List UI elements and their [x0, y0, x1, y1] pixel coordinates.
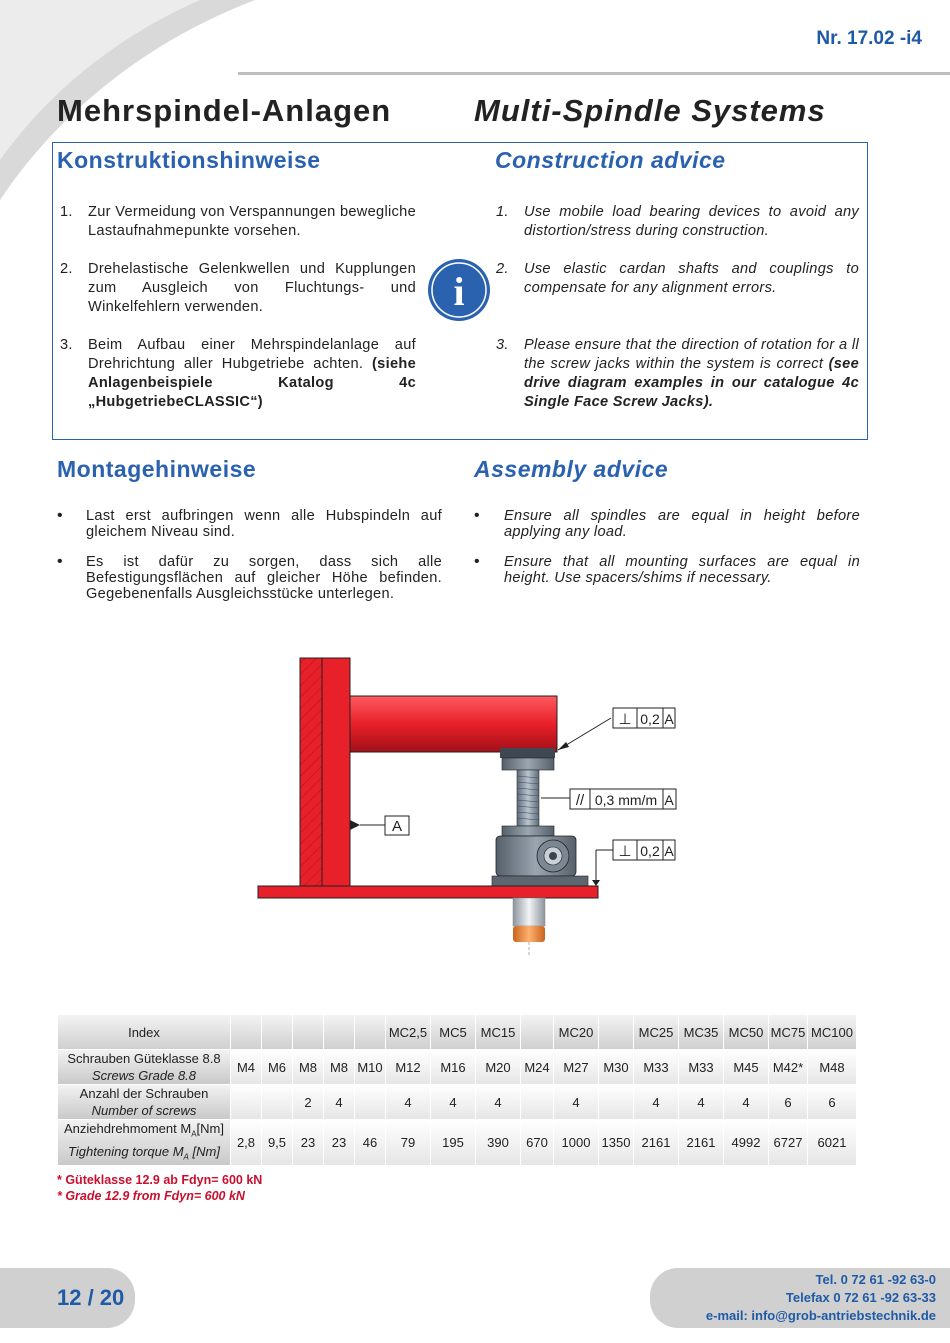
table-cell: 390 — [476, 1120, 520, 1165]
table-cell: 4 — [554, 1085, 598, 1119]
table-cell: 4 — [634, 1085, 678, 1119]
svg-text:0,2: 0,2 — [640, 843, 660, 859]
table-cell: M27 — [554, 1050, 598, 1084]
table-cell: 1350 — [599, 1120, 633, 1165]
table-cell — [231, 1085, 261, 1119]
footnote-de: * Güteklasse 12.9 ab Fdyn= 600 kN — [57, 1173, 263, 1187]
table-cell: M42* — [769, 1050, 807, 1084]
table-cell: 4 — [476, 1085, 520, 1119]
document-number: Nr. 17.02 -i4 — [816, 28, 922, 49]
table-cell: 2161 — [634, 1120, 678, 1165]
table-cell: 4992 — [724, 1120, 768, 1165]
list-text-bold: (siehe Anlagenbeispiele Katalog 4c „HubgetriebeCLASSIC“) — [88, 356, 416, 410]
table-cell: M30 — [599, 1050, 633, 1084]
construction-heading-en: Construction advice — [495, 147, 726, 173]
table-cell: 4 — [431, 1085, 475, 1119]
table-cell: 2,8 — [231, 1120, 261, 1165]
svg-text:⊥: ⊥ — [618, 843, 632, 860]
svg-text:A: A — [664, 711, 674, 727]
table-cell: 4 — [724, 1085, 768, 1119]
table-cell: 4 — [679, 1085, 723, 1119]
list-item — [474, 554, 860, 586]
page-number: 12 / 20 — [57, 1285, 125, 1310]
page-title-de: Mehrspindel-Anlagen — [57, 93, 392, 128]
list-number: 3. — [496, 337, 509, 353]
list-number: 3. — [60, 337, 73, 353]
footnote-en: * Grade 12.9 from Fdyn= 600 kN — [57, 1189, 245, 1203]
table-cell — [599, 1015, 633, 1049]
construction-heading-de: Konstruktionshinweise — [57, 147, 321, 173]
table-cell: MC100 — [808, 1015, 856, 1049]
table-cell — [355, 1015, 385, 1049]
table-cell: 9,5 — [262, 1120, 292, 1165]
table-cell: M4 — [231, 1050, 261, 1084]
construction-list-en — [496, 203, 859, 412]
table-cell: 23 — [293, 1120, 323, 1165]
svg-text:A: A — [391, 818, 403, 835]
table-cell: M45 — [724, 1050, 768, 1084]
list-text: Ensure that all mounting surfaces are equal in height. Use spacers/shims if necessary. — [504, 554, 860, 586]
mounting-diagram — [200, 650, 700, 960]
list-text: Drehelastische Gelenkwellen und Kupplungen zum Ausgleich von Fluchtungs- und Winkelfehlern verwenden. — [88, 261, 416, 315]
bullet: • — [474, 507, 480, 524]
table-cell: M24 — [521, 1050, 553, 1084]
list-number: 1. — [60, 204, 73, 220]
table-cell — [521, 1015, 553, 1049]
table-cell — [262, 1015, 292, 1049]
page-title-en: Multi-Spindle Systems — [474, 93, 826, 128]
table-cell: MC25 — [634, 1015, 678, 1049]
table-cell: 79 — [386, 1120, 430, 1165]
table-cell: M12 — [386, 1050, 430, 1084]
list-text: Use elastic cardan shafts and couplings to compensate for any alignment errors. — [524, 261, 859, 296]
list-item — [60, 203, 416, 241]
svg-text:i: i — [453, 269, 465, 314]
table-cell: 4 — [386, 1085, 430, 1119]
list-item — [60, 260, 416, 317]
row-header-index: Index — [58, 1015, 230, 1049]
table-cell — [262, 1085, 292, 1119]
info-icon — [427, 258, 491, 322]
list-number: 2. — [60, 261, 73, 277]
table-cell: MC20 — [554, 1015, 598, 1049]
table-cell — [521, 1085, 553, 1119]
table-row-screw-count — [58, 1085, 856, 1119]
table-row-screws-grade — [58, 1050, 856, 1084]
table-cell: M16 — [431, 1050, 475, 1084]
contact-phone: Tel. 0 72 61 -92 63-0 — [815, 1272, 936, 1287]
row-header-screw-count: Anzahl der Schrauben Number of screws — [58, 1085, 230, 1119]
list-item — [474, 508, 860, 540]
contact-fax: Telefax 0 72 61 -92 63-33 — [785, 1290, 936, 1305]
list-item — [496, 260, 859, 298]
table-cell: MC75 — [769, 1015, 807, 1049]
screw-torque-table — [57, 1014, 857, 1166]
svg-text:0,2: 0,2 — [640, 711, 660, 727]
contact-email[interactable]: e-mail: info@grob-antriebstechnik.de — [705, 1308, 936, 1323]
table-cell: MC2,5 — [386, 1015, 430, 1049]
assembly-list-en — [474, 508, 860, 586]
list-item — [496, 203, 859, 241]
header-rule — [238, 72, 950, 75]
table-cell: M20 — [476, 1050, 520, 1084]
svg-text:⊥: ⊥ — [618, 711, 632, 728]
table-cell: M48 — [808, 1050, 856, 1084]
list-text: Ensure all spindles are equal in height before applying any load. — [504, 508, 860, 540]
table-row-index — [58, 1015, 856, 1049]
list-text: Zur Vermeidung von Verspannungen bewegliche Lastaufnahmepunkte vorsehen. — [88, 204, 416, 239]
list-item — [57, 554, 442, 602]
table-cell: MC50 — [724, 1015, 768, 1049]
table-cell — [293, 1015, 323, 1049]
list-number: 1. — [496, 204, 509, 220]
table-cell: 4 — [324, 1085, 354, 1119]
table-cell: M33 — [679, 1050, 723, 1084]
list-text: Es ist dafür zu sorgen, dass sich alle Befestigungsflächen auf gleicher Höhe befinden. Gegebenenfalls Ausgleichsstücke unterlegen. — [86, 554, 442, 602]
table-cell: M8 — [293, 1050, 323, 1084]
bullet: • — [474, 553, 480, 570]
table-cell: 6021 — [808, 1120, 856, 1165]
row-header-torque: Anziehdrehmoment $M_A[Nm]$ Tightening torque $M_A$ [Nm] — [58, 1120, 230, 1165]
row-header-screws-grade: Schrauben Güteklasse 8.8 Screws Grade 8.8 — [58, 1050, 230, 1084]
table-cell: 6 — [769, 1085, 807, 1119]
list-text: Last erst aufbringen wenn alle Hubspindeln auf gleichem Niveau sind. — [86, 508, 442, 540]
table-cell: 6727 — [769, 1120, 807, 1165]
table-cell: MC15 — [476, 1015, 520, 1049]
list-text: Use mobile load bearing devices to avoid any distortion/stress during construction. — [524, 204, 859, 239]
table-cell: 23 — [324, 1120, 354, 1165]
table-cell — [599, 1085, 633, 1119]
table-cell: 6 — [808, 1085, 856, 1119]
table-cell: MC5 — [431, 1015, 475, 1049]
list-text: Please ensure that the direction of rotation for a ll the screw jacks within the system is correct — [524, 337, 859, 372]
assembly-heading-en: Assembly advice — [474, 456, 669, 482]
table-cell: M10 — [355, 1050, 385, 1084]
list-text-bold: (see drive diagram examples in our catalogue 4c Single Face Screw Jacks). — [524, 356, 859, 410]
list-item — [496, 336, 859, 412]
table-row-torque — [58, 1120, 856, 1165]
table-cell: M8 — [324, 1050, 354, 1084]
assembly-heading-de: Montagehinweise — [57, 456, 257, 482]
bullet: • — [57, 553, 63, 570]
table-cell — [355, 1085, 385, 1119]
svg-text:A: A — [664, 843, 674, 859]
svg-text://: // — [575, 792, 585, 809]
list-text: Beim Aufbau einer Mehrspindelanlage auf Drehrichtung aller Hubgetriebe achten. — [88, 337, 416, 372]
list-item — [60, 336, 416, 412]
list-item — [57, 508, 442, 540]
assembly-list-de — [57, 508, 442, 602]
table-cell: 2 — [293, 1085, 323, 1119]
svg-text:0,3 mm/m: 0,3 mm/m — [594, 792, 658, 808]
table-cell: 2161 — [679, 1120, 723, 1165]
table-cell: M6 — [262, 1050, 292, 1084]
table-cell: MC35 — [679, 1015, 723, 1049]
table-cell — [231, 1015, 261, 1049]
table-cell: 46 — [355, 1120, 385, 1165]
table-cell: 670 — [521, 1120, 553, 1165]
table-cell: 195 — [431, 1120, 475, 1165]
construction-list-de — [60, 203, 416, 412]
table-cell: M33 — [634, 1050, 678, 1084]
table-cell: 1000 — [554, 1120, 598, 1165]
table-cell — [324, 1015, 354, 1049]
svg-text:A: A — [664, 792, 674, 808]
list-number: 2. — [496, 261, 509, 277]
bullet: • — [57, 507, 63, 524]
